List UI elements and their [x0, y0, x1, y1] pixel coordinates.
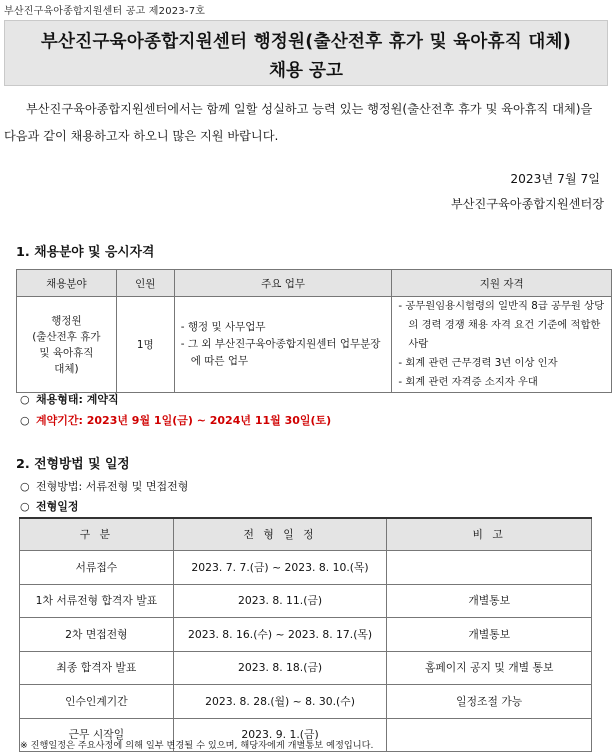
schedule-label: ○ 전형일정: [20, 500, 79, 513]
step-cell: 서류접수: [20, 551, 174, 585]
header-count: 인원: [116, 270, 174, 297]
field-cell: 행정원 (출산전후 휴가 및 육아휴직 대체): [17, 297, 117, 393]
title-box: [4, 20, 608, 86]
employment-type: ○ 채용형태: 계약직: [20, 393, 119, 406]
circle-bullet-icon: ○: [20, 480, 30, 493]
header-field: 채용분야: [17, 270, 117, 297]
table-row: [20, 685, 592, 719]
duty-item: - 그 외 부산진구육아종합지원센터 업무분장에 따른 업무: [180, 338, 381, 367]
issuer-name: 부산진구육아종합지원센터장: [450, 197, 604, 211]
duties-cell: [174, 297, 392, 393]
step-cell: 최종 합격자 발표: [20, 651, 174, 685]
table-row: [20, 651, 592, 685]
contract-period: ○ 계약기간: 2023년 9월 1일(금) ~ 2024년 11월 30일(토): [20, 414, 332, 427]
step-cell: 근무 시작일: [20, 718, 174, 752]
date-cell: 2023. 9. 1.(금): [173, 718, 387, 752]
step-cell: 2차 면접전형: [20, 618, 174, 652]
note-cell: [387, 718, 592, 752]
step-cell: 1차 서류전형 합격자 발표: [20, 584, 174, 618]
note-cell: 개별통보: [387, 618, 592, 652]
title-line-1: 부산진구육아종합지원센터 행정원(출산전후 휴가 및 육아휴직 대체): [40, 32, 572, 52]
recruitment-table: [16, 269, 612, 393]
qualification-item: - 공무원임용시험령의 일반직 8급 공무원 상당의 경력 경쟁 채용 자격 요건 기준에 적합한 사람: [398, 300, 605, 350]
header-schedule: 전 형 일 정: [173, 518, 387, 551]
note-cell: 일정조절 가능: [387, 685, 592, 719]
header-duties: 주요 업무: [174, 270, 392, 297]
notice-reference: 부산진구육아종합지원센터 공고 제2023-7호: [4, 6, 206, 17]
note-cell: [387, 551, 592, 585]
qualification-item: - 회계 관련 근무경력 3년 이상 인자: [398, 357, 558, 369]
qualification-item: - 회계 관련 자격증 소지자 우대: [398, 376, 538, 388]
table-row: [20, 584, 592, 618]
date-cell: 2023. 8. 18.(금): [173, 651, 387, 685]
footnote: ※ 진행일정은 주요사정에 의해 일부 변경될 수 있으며, 해당자에게 개별통보 예정입니다.: [20, 740, 374, 751]
section-2-title: 2. 전형방법 및 일정: [16, 457, 130, 472]
duty-item: - 행정 및 사무업무: [180, 321, 266, 333]
intro-paragraph: 부산진구육아종합지원센터에서는 함께 일할 성실하고 능력 있는 행정원(출산전후 휴가 및 육아휴직 대체)을 다음과 같이 채용하고자 하오니 많은 지원 바랍니다.: [4, 102, 593, 143]
note-cell: 개별통보: [387, 584, 592, 618]
qualifications-cell: [392, 297, 612, 393]
date-cell: 2023. 8. 16.(수) ~ 2023. 8. 17.(목): [173, 618, 387, 652]
announcement-date: 2023년 7월 7일: [510, 172, 600, 186]
count-cell: 1명: [116, 297, 174, 393]
date-cell: 2023. 8. 11.(금): [173, 584, 387, 618]
note-cell: 홈페이지 공지 및 개별 통보: [387, 651, 592, 685]
section-1-title: 1. 채용분야 및 응시자격: [16, 245, 155, 260]
schedule-table: [19, 517, 592, 752]
date-cell: 2023. 8. 28.(월) ~ 8. 30.(수): [173, 685, 387, 719]
date-cell: 2023. 7. 7.(금) ~ 2023. 8. 10.(목): [173, 551, 387, 585]
table-row: [20, 618, 592, 652]
title-line-2: 채용 공고: [269, 61, 343, 81]
header-qualifications: 지원 자격: [392, 270, 612, 297]
selection-method: ○ 전형방법: 서류전형 및 면접전형: [20, 480, 189, 493]
circle-bullet-icon: ○: [20, 414, 30, 427]
step-cell: 인수인계기간: [20, 685, 174, 719]
header-note: 비 고: [387, 518, 592, 551]
circle-bullet-icon: ○: [20, 500, 30, 513]
header-step: 구 분: [20, 518, 174, 551]
circle-bullet-icon: ○: [20, 393, 30, 406]
table-row: [20, 551, 592, 585]
